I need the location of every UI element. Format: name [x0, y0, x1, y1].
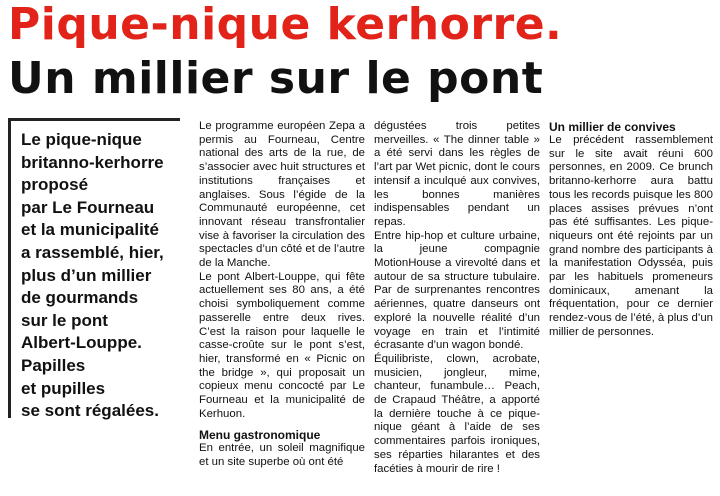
paragraph: Le programme européen Zepa a permis au Fourneau, Centre national des arts de la rue, de s’associer avec huit structures et institutions françaises et anglaises. Sous l’égide de la Communauté européenne, cet innovant réseau transfrontalier vise à favoriser la circulation des spectacles d’un côté et de l’autre de la Manche.	[199, 120, 365, 270]
article-column-1	[199, 120, 365, 470]
subheading: Menu gastronomique	[199, 428, 321, 443]
article-column-2	[374, 120, 540, 476]
paragraph: Équilibriste, clown, acrobate, musicien, jongleur, mime, chanteur, funambule… Peach, de Crapaud Théâtre, a apporté la dernière touche à ce pique-nique géant à l’aide de ses commentaires parfois ironiques, ses réparties hilarantes et des facéties à mourir de rire !	[374, 352, 540, 475]
paragraph: dégustées trois petites merveilles. « The dinner table » a été servi dans les règles de l’art par Wet picnic, dont le cours intensif a inculqué aux convives, les bonnes manières indispensables pendant un repas.	[374, 120, 540, 228]
headline-line-1: Pique-nique kerhorre.	[8, 0, 563, 50]
paragraph: Le précédent rassemblement sur le site avait réuni 600 personnes, en 2009. Ce brunch britanno-kerhorre aura battu tous les records puisque les 800 places assises prévues n’ont pas été suffisantes. Les pique-niqueurs ont été rejoints par un grand nombre des participants à la manifestation Odysséa, puis par les habituels promeneurs dominicaux, amenant la fréquentation, pour ce dernier rendez-vous de l’été, à plus d’un millier de personnes.	[549, 134, 714, 338]
lead-box	[8, 118, 180, 421]
subheading: Un millier de convives	[549, 120, 676, 134]
paragraph: Entre hip-hop et culture urbaine, la jeune compagnie MotionHouse a virevolté dans et autour de sa structure tubulaire. Par de surprenantes rencontres aériennes, quatre danseurs ont exploré la nouvelle réalité d’un voyage en train et l’intimité écrasante d’un wagon bondé.	[374, 229, 540, 352]
headline-line-2: Un millier sur le pont	[8, 53, 544, 104]
paragraph: Le pont Albert-Louppe, qui fête actuellement ses 80 ans, a été choisi symboliquement comme passerelle entre deux rives. C’est la raison pour laquelle le casse-croûte sur le pont s’est, hier, transformé en « Picnic on the bridge », qui proposait un copieux menu concocté par Le Fourneau et la municipalité de Kerhuon.	[199, 270, 365, 420]
lead-paragraph: Le pique-nique britanno-kerhorre proposé par Le Fourneau et la municipalité a rassemblé, hier, plus d’un millier de gourmands sur le pont Albert-Louppe. Papilles et pupilles se sont régalées.	[21, 130, 164, 421]
article-column-3	[549, 120, 713, 340]
paragraph: En entrée, un soleil magnifique et un site superbe où ont été	[199, 442, 365, 469]
